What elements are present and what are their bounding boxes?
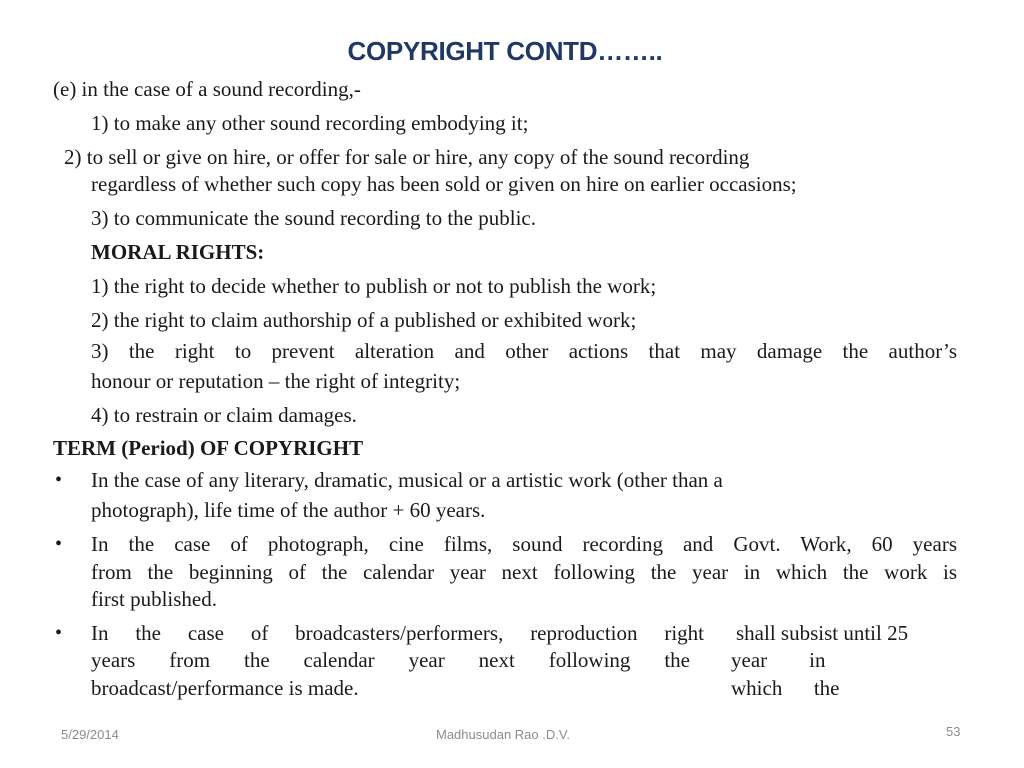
term-item-3-right-line-1: shall subsist until 25 — [736, 621, 909, 645]
bullet-marker: • — [55, 469, 63, 491]
moral-rights-item-3-cont: honour or reputation – the right of integrity; — [91, 369, 461, 393]
footer-author: Madhusudan Rao .D.V. — [436, 727, 570, 742]
sound-recording-intro: (e) in the case of a sound recording,- — [53, 77, 361, 101]
sound-recording-item-3: 3) to communicate the sound recording to the public. — [91, 206, 536, 230]
sound-recording-item-2: 2) to sell or give on hire, or offer for sale or hire, any copy of the sound recording — [64, 145, 750, 169]
term-heading: TERM (Period) OF COPYRIGHT — [53, 436, 364, 460]
term-item-1-line-2: photograph), life time of the author + 60 years. — [91, 498, 486, 522]
moral-rights-item-1: 1) the right to decide whether to publish or not to publish the work; — [91, 274, 657, 298]
bullet-marker: • — [55, 622, 63, 644]
moral-rights-heading: MORAL RIGHTS: — [91, 240, 265, 264]
moral-rights-item-3: 3) the right to prevent alteration and other actions that may damage the author’s — [91, 339, 957, 363]
page-title: COPYRIGHT CONTD…….. — [347, 36, 663, 66]
term-item-3-right-line-3: which the — [731, 676, 840, 700]
term-item-2-line-2: from the beginning of the calendar year next following the year in which the work is — [91, 560, 957, 584]
sound-recording-item-1: 1) to make any other sound recording embodying it; — [91, 111, 529, 135]
moral-rights-item-4: 4) to restrain or claim damages. — [91, 403, 357, 427]
term-item-2-line-1: In the case of photograph, cine films, sound recording and Govt. Work, 60 years — [91, 532, 957, 556]
term-item-3-left-line-3: broadcast/performance is made. — [91, 676, 359, 700]
term-item-1-line-1: In the case of any literary, dramatic, musical or a artistic work (other than a — [91, 468, 723, 492]
sound-recording-item-2-cont: regardless of whether such copy has been sold or given on hire on earlier occasions; — [91, 172, 797, 196]
footer-date: 5/29/2014 — [61, 727, 119, 742]
footer-page-number: 53 — [946, 724, 961, 739]
term-item-3-right-line-2: year in — [731, 648, 826, 672]
moral-rights-item-2: 2) the right to claim authorship of a published or exhibited work; — [91, 308, 637, 332]
term-item-2-line-3: first published. — [91, 587, 217, 611]
bullet-marker: • — [55, 533, 63, 555]
term-item-3-left-line-1: In the case of broadcasters/performers, reproduction right — [91, 621, 704, 645]
term-item-3-left-line-2: years from the calendar year next following the — [91, 648, 690, 672]
